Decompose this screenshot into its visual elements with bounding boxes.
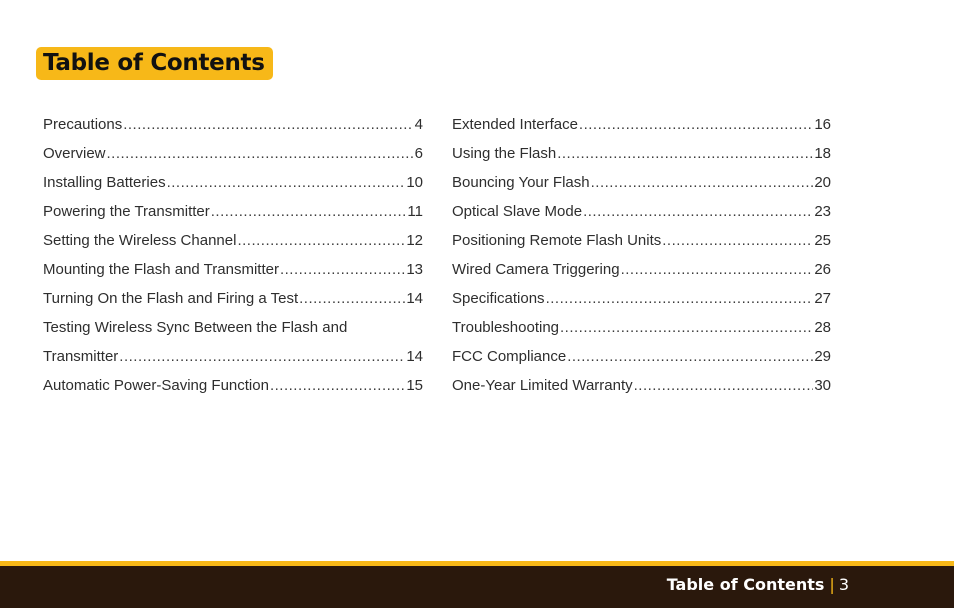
toc-entry-page: 18 <box>814 145 831 162</box>
toc-entry-page: 29 <box>814 348 831 365</box>
page-title: Table of Contents <box>36 47 273 80</box>
toc-entry[interactable] <box>452 226 831 255</box>
toc-entry-label: Extended Interface <box>452 116 578 133</box>
toc-entry-page: 20 <box>814 174 831 191</box>
toc-entry-page: 26 <box>814 261 831 278</box>
toc-entry-label-first-line: Testing Wireless Sync Between the Flash and <box>43 319 348 336</box>
toc-entry[interactable] <box>452 313 831 342</box>
toc-column-right <box>452 110 831 400</box>
footer-bar <box>0 566 954 608</box>
toc-entry-page: 14 <box>406 290 423 307</box>
toc-entry-page: 4 <box>414 116 423 133</box>
toc-entry[interactable] <box>452 342 831 371</box>
toc-leader-dots <box>119 342 405 371</box>
toc-leader-dots <box>123 110 413 139</box>
toc-entry-label-line[interactable] <box>43 313 423 342</box>
toc-entry-label: Mounting the Flash and Transmitter <box>43 261 279 278</box>
toc-entry[interactable] <box>43 255 423 284</box>
toc-entry[interactable] <box>452 371 831 400</box>
toc-entry-label: Installing Batteries <box>43 174 166 191</box>
toc-entry[interactable] <box>452 197 831 226</box>
toc-entry-page: 11 <box>407 203 423 220</box>
toc-entry-page: 30 <box>814 377 831 394</box>
toc-leader-dots <box>167 168 406 197</box>
toc-entry-page: 10 <box>406 174 423 191</box>
toc-entry-label: One-Year Limited Warranty <box>452 377 633 394</box>
toc-entry-page: 16 <box>814 116 831 133</box>
toc-entry[interactable] <box>452 110 831 139</box>
toc-leader-dots <box>591 168 814 197</box>
toc-entry-label: Wired Camera Triggering <box>452 261 620 278</box>
toc-leader-dots <box>583 197 813 226</box>
toc-column-left <box>43 110 423 400</box>
toc-entry-label: Powering the Transmitter <box>43 203 210 220</box>
footer-running-head <box>667 574 849 596</box>
toc-leader-dots <box>560 313 813 342</box>
toc-entry-label: Turning On the Flash and Firing a Test <box>43 290 299 307</box>
toc-entry-page: 13 <box>406 261 423 278</box>
toc-entry-label: Setting the Wireless Channel <box>43 232 237 249</box>
toc-entry-label: Bouncing Your Flash <box>452 174 590 191</box>
toc-entry-label: Optical Slave Mode <box>452 203 583 220</box>
toc-leader-dots <box>557 139 813 168</box>
toc-entry-label: FCC Compliance <box>452 348 567 365</box>
footer-separator: | <box>829 575 835 594</box>
toc-entry[interactable] <box>43 342 423 371</box>
toc-leader-dots <box>567 342 813 371</box>
toc-entry-label: Positioning Remote Flash Units <box>452 232 662 249</box>
toc-entry-label: Overview <box>43 145 106 162</box>
toc-entry-label: Automatic Power-Saving Function <box>43 377 269 394</box>
toc-leader-dots <box>621 255 814 284</box>
toc-entry-label: Troubleshooting <box>452 319 560 336</box>
toc-entry[interactable] <box>43 110 423 139</box>
toc-leader-dots <box>546 284 814 313</box>
toc-leader-dots <box>280 255 405 284</box>
footer-page-number: 3 <box>838 575 849 594</box>
footer-section-title: Table of Contents <box>666 575 825 594</box>
toc-leader-dots <box>634 371 814 400</box>
toc-leader-dots <box>579 110 813 139</box>
toc-entry[interactable] <box>43 284 423 313</box>
toc-entry-label: Using the Flash <box>452 145 557 162</box>
toc-entry[interactable] <box>43 139 423 168</box>
toc-leader-dots <box>270 371 405 400</box>
toc-entry-label: Precautions <box>43 116 123 133</box>
toc-leader-dots <box>107 139 414 168</box>
toc-entry[interactable] <box>43 197 423 226</box>
toc-entry[interactable] <box>43 371 423 400</box>
toc-leader-dots <box>237 226 405 255</box>
toc-entry-label: Specifications <box>452 290 545 307</box>
toc-entry-page: 27 <box>814 290 831 307</box>
toc-leader-dots <box>299 284 405 313</box>
toc-entry[interactable] <box>43 168 423 197</box>
toc-entry-page: 14 <box>406 348 423 365</box>
toc-entry[interactable] <box>452 139 831 168</box>
toc-entry-page: 23 <box>814 203 831 220</box>
toc-entry[interactable] <box>452 255 831 284</box>
toc-leader-dots <box>662 226 813 255</box>
toc-entry-page: 25 <box>814 232 831 249</box>
toc-entry[interactable] <box>452 168 831 197</box>
toc-entry[interactable] <box>43 226 423 255</box>
toc-entry-page: 15 <box>406 377 423 394</box>
toc-entry-page: 12 <box>406 232 423 249</box>
toc-entry-page: 6 <box>414 145 423 162</box>
toc-entry-page: 28 <box>814 319 831 336</box>
toc-leader-dots <box>211 197 407 226</box>
toc-entry[interactable] <box>452 284 831 313</box>
toc-entry-label: Transmitter <box>43 348 119 365</box>
